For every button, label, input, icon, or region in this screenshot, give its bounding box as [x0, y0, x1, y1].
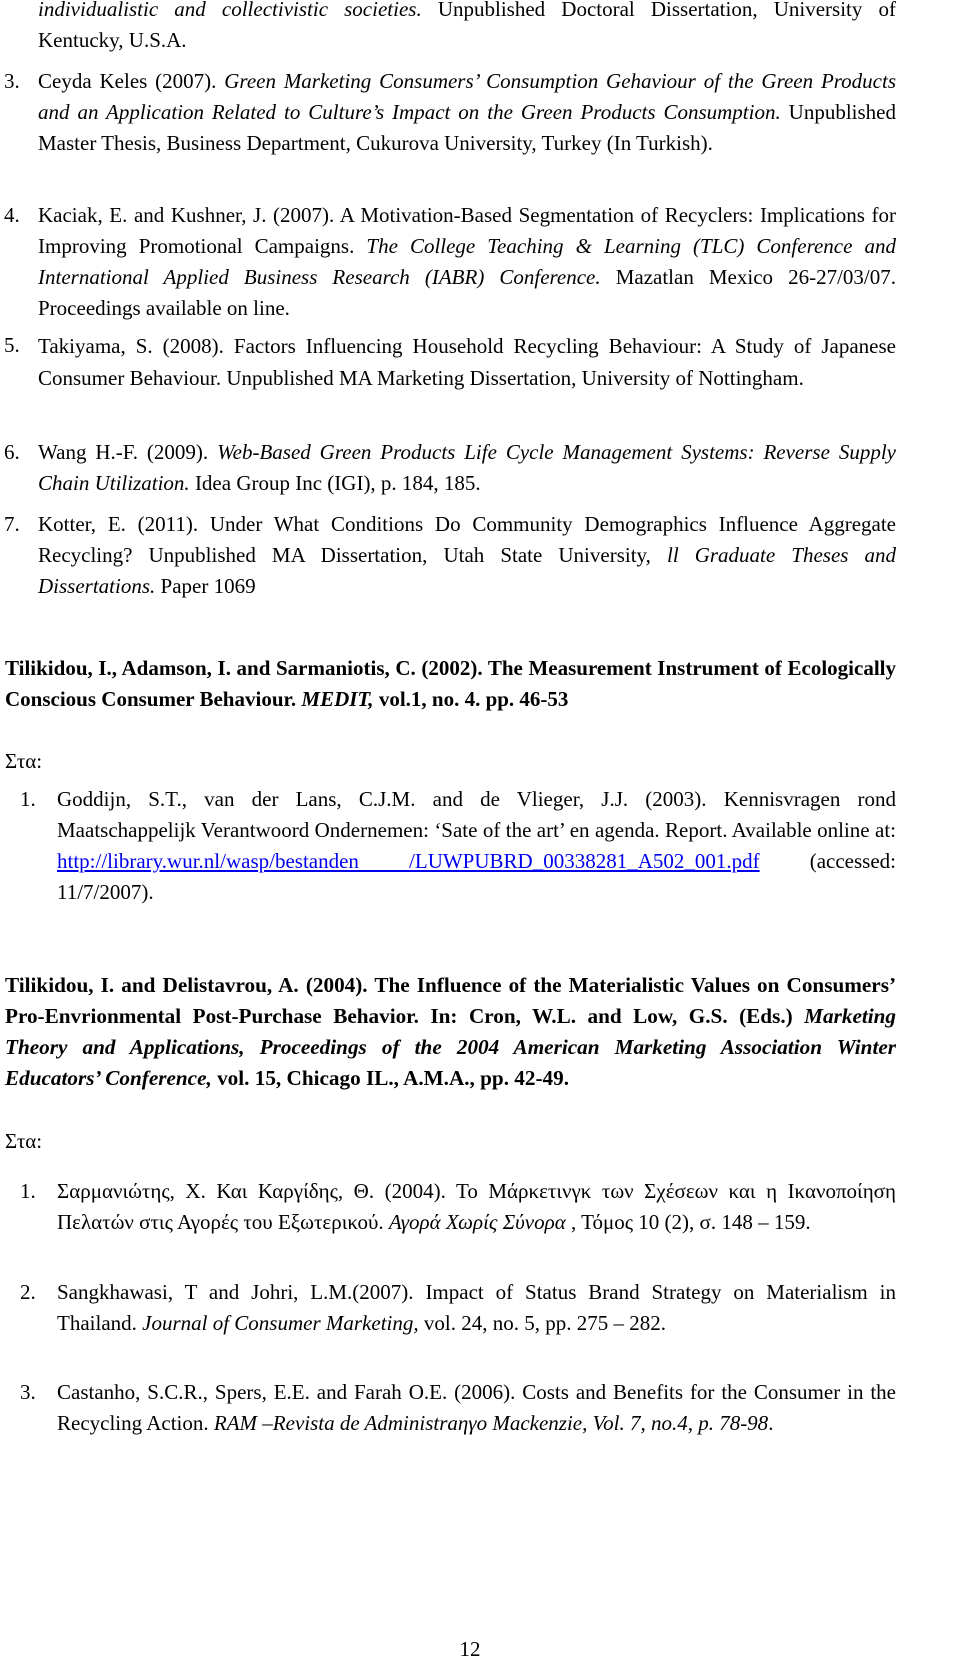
reference-item — [0, 66, 960, 186]
reference-text: Kotter, E. (2011). Under What Conditions Do Community Demographics Influence Aggregate Recycling? Unpublished MA Dissertation, Utah State University, ll Graduate Theses and Dissertations. Paper 1069 — [38, 512, 896, 598]
reference-text: Kaciak, E. and Kushner, J. (2007). A Motivation-Based Segmentation of Recyclers: Implications for Improving Promotional Campaigns. The College Teaching & Learning (TLC) Conference and International Applied Business Research (IABR) Conference. Mazatlan Mexico 26-27/03/07. Proceedings available on line. — [38, 203, 896, 320]
reference-number: 3. — [20, 1380, 36, 1404]
reference-text: Σαρμανιώτης, Χ. Και Καργίδης, Θ. (2004). Το Μάρκετινγκ των Σχέσεων και η Ικανοποίηση Πελατών στις Αγορές του Εξωτερικού. Αγορά Χωρίς Σύνορα , Τόμος 10 (2), σ. 148 – 159. — [57, 1179, 896, 1234]
cited-in-label: Στα: — [5, 1129, 43, 1153]
reference-text: Takiyama, S. (2008). Factors Influencing Household Recycling Behaviour: A Study of Japanese Consumer Behaviour. Unpublished MA Marketing Dissertation, University of Nottingham. — [38, 334, 896, 390]
reference-continuation — [38, 0, 896, 56]
reference-item — [0, 784, 960, 909]
reference-number: 2. — [20, 1280, 36, 1304]
reference-item — [0, 437, 960, 499]
reference-number: 4. — [4, 203, 20, 227]
reference-number: 1. — [20, 787, 36, 811]
reference-item — [0, 1176, 960, 1271]
reference-text: Goddijn, S.T., van der Lans, C.J.M. and de Vlieger, J.J. (2003). Kennisvragen rond Maatschappelijk Verantwoord Ondernemen: ‘Sate of the art’ en agenda. Report. Available online at: http://library.wur.nl/wasp/bestanden /LUWPUBRD_00338281_A502_001.pdf (accessed: 11/7/2007). — [57, 787, 896, 904]
reference-text: Sangkhawasi, T and Johri, L.M.(2007). Impact of Status Brand Strategy on Materialism in Thailand. Journal of Consumer Marketing, vol. 24, no. 5, pp. 275 – 282. — [57, 1280, 896, 1335]
reference-text: Castanho, S.C.R., Spers, E.E. and Farah O.E. (2006). Costs and Benefits for the Consumer in the Recycling Action. RAM –Revista de Administraηγο Mackenzie, Vol. 7, no.4, p. 78-98. — [57, 1380, 896, 1435]
continuation-italic: individualistic and collectivistic societies. — [38, 0, 422, 21]
reference-item — [0, 200, 960, 320]
reference-item — [0, 509, 960, 604]
reference-link[interactable]: http://library.wur.nl/wasp/bestanden /LUWPUBRD_00338281_A502_001.pdf — [57, 849, 760, 873]
reference-number: 5. — [4, 333, 20, 357]
reference-text: Ceyda Keles (2007). Green Marketing Consumers’ Consumption Gehaviour of the Green Products and an Application Related to Culture’s Impact on the Green Products Consumption. Unpublished Master Thesis, Business Department, Cukurova University, Turkey (In Turkish). — [38, 69, 897, 155]
reference-item — [0, 330, 960, 425]
citation-heading: Tilikidou, I., Adamson, I. and Sarmaniotis, C. (2002). The Measurement Instrument of Ecologically Conscious Consumer Behaviour. MEDIT, vol.1, no. 4. pp. 46-53 — [5, 656, 896, 711]
citation-heading: Tilikidou, I. and Delistavrou, A. (2004). The Influence of the Materialistic Values on Consumers’ Pro-Envrionmental Post-Purchase Behavior. In: Cron, W.L. and Low, G.S. (Eds.) Marketing Theory and Applications, Proceedings of the 2004 American Marketing Association Winter Educators’ Conference, vol. 15, Chicago IL., A.M.A., pp. 42-49. — [5, 973, 896, 1090]
page-number: 12 — [459, 1637, 481, 1661]
reference-item — [0, 1377, 960, 1472]
continuation-rest: Unpublished Doctoral Dissertation, University of Kentucky, U.S.A. — [38, 0, 896, 52]
reference-number: 1. — [20, 1179, 36, 1203]
reference-item — [0, 1277, 960, 1372]
reference-text: Wang H.-F. (2009). Web-Based Green Products Life Cycle Management Systems: Reverse Supply Chain Utilization. Idea Group Inc (IGI), p. 184, 185. — [38, 440, 896, 495]
reference-number: 3. — [4, 69, 20, 93]
reference-number: 6. — [4, 440, 20, 464]
reference-number: 7. — [4, 512, 20, 536]
cited-in-label: Στα: — [5, 749, 43, 773]
